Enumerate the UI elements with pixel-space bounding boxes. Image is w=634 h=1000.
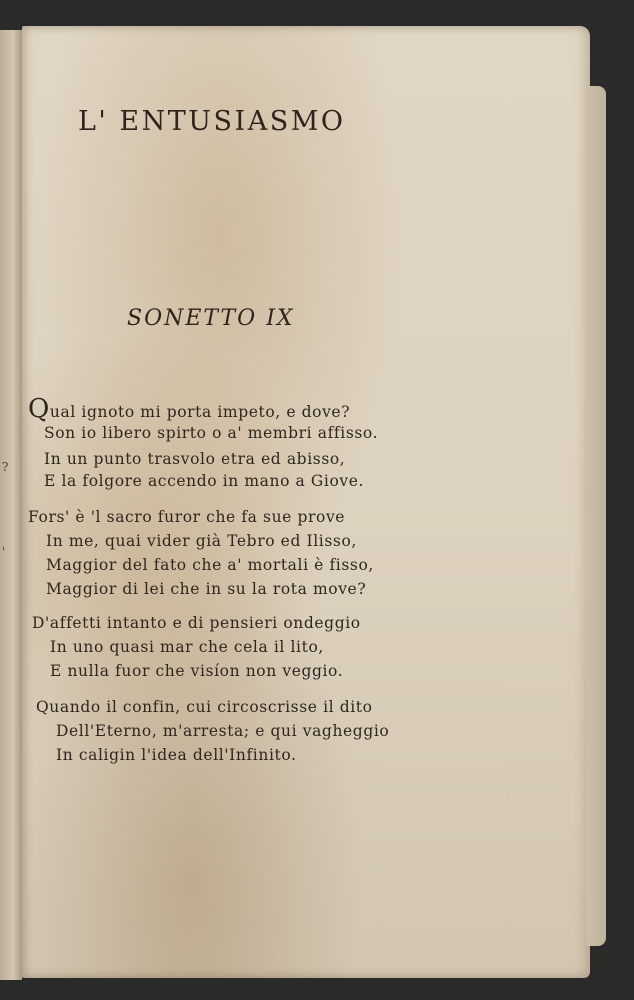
poem-line: E la folgore accendo in mano a Giove.: [44, 472, 365, 490]
poem-line: E nulla fuor che visíon non veggio.: [50, 662, 344, 680]
poem-line: In me, quai vider già Tebro ed Ilisso,: [46, 532, 357, 550]
poem-subtitle: SONETTO IX: [127, 306, 295, 331]
page-title: L' ENTUSIASMO: [78, 106, 346, 137]
poem-line: D'affetti intanto e di pensieri ondeggio: [32, 614, 361, 632]
poem-line: Dell'Eterno, m'arresta; e qui vagheggio: [56, 722, 390, 740]
facing-page-mark: ?: [2, 460, 9, 474]
poem-line: In caligin l'idea dell'Infinito.: [56, 746, 297, 764]
poem-line: In uno quasi mar che cela il lito,: [50, 638, 324, 656]
page-edge: [586, 86, 606, 946]
poem-line: Quando il confin, cui circoscrisse il dito: [36, 698, 373, 716]
poem-line: Son io libero spirto o a' membri affisso.: [44, 424, 379, 442]
poem-line: Maggior del fato che a' mortali è fisso,: [46, 556, 374, 574]
poem-line: Fors' è 'l sacro furor che fa sue prove: [28, 508, 346, 526]
book-page: [22, 26, 590, 978]
drop-cap: Q: [28, 394, 50, 424]
facing-page-edge: [0, 30, 22, 980]
poem-line: In un punto trasvolo etra ed abisso,: [44, 450, 346, 468]
facing-page-mark: ': [2, 545, 6, 559]
poem-line: Qual ignoto mi porta impeto, e dove?: [28, 394, 351, 424]
poem-line: Maggior di lei che in su la rota move?: [46, 580, 367, 598]
